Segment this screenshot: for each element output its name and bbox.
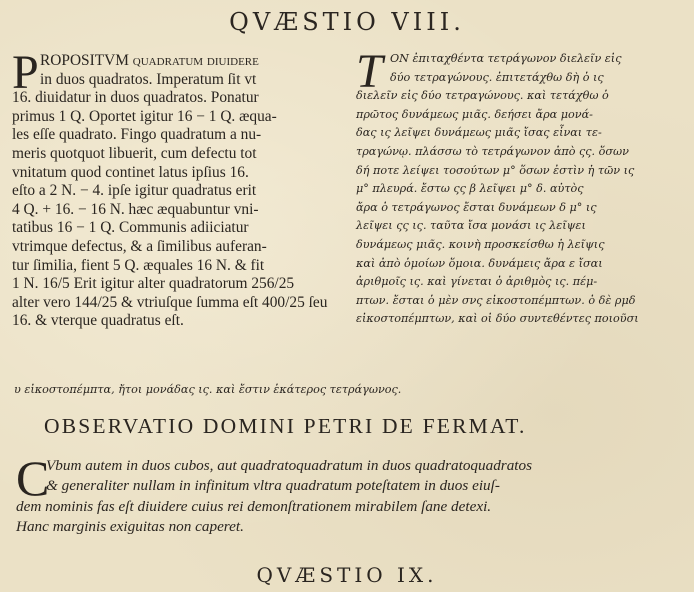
greek-line: πτων. ἔσται ὁ μὲν σνς εἰκοστοπέμπτων. ὁ δὲ ρμδ (356, 293, 636, 307)
latin-line: vtrimque defectus, & a ſimilibus auferan- (12, 237, 267, 255)
latin-column (12, 46, 342, 331)
latin-line: tur ſimilia, fient 5 Q. æquales 16 N. & fit (12, 256, 265, 274)
observatio-title: OBSERVATIO DOMINI PETRI DE FERMAT. (44, 414, 527, 438)
latin-line: alter vero 144/25 & vtriuſque ſumma eſt 400/25 ſeu (12, 293, 328, 311)
latin-line: eſto a 2 N. − 4. ipſe igitur quadratus erit (12, 182, 257, 200)
greek-line: δύο τετραγώνους. ἐπιτετάχθω δὴ ὁ ις (390, 70, 604, 84)
greek-line: διελεῖν εἰς δύο τετραγώνους. καὶ τετάχθω ὁ (356, 89, 609, 103)
greek-column (356, 45, 686, 329)
greek-line: ἄρα ὁ τετράγωνος ἔσται δυνάμεων δ μ° ις (356, 200, 597, 214)
drop-cap-c: C (16, 450, 50, 506)
greek-line: τραγώνῳ. πλάσσω τὸ τετράγωνον ἀπὸ ςς. ὅσων (356, 144, 629, 158)
question-heading-viii: QVÆSTIO VIII. (229, 8, 465, 36)
latin-line: primus 1 Q. Oportet igitur 16 − 1 Q. æqua- (12, 107, 277, 125)
latin-line: vnitatum quod continet latus ipſius 16. (12, 163, 249, 181)
note-line: Hanc marginis exiguitas non caperet. (16, 518, 244, 536)
latin-line: 4 Q. + 16. − 16 N. hæc æquabuntur vni- (12, 200, 259, 218)
latin-line: 16. diuidatur in duos quadratos. Ponatur (12, 89, 259, 107)
drop-cap-p: P (12, 46, 39, 99)
greek-line: δας ις λεῖψει δυνάμεως μιᾶς ἴσας εἶναι τε- (356, 126, 602, 140)
greek-closing-line: υ εἰκοστοπέμπτα, ἤτοι μονάδας ις. καὶ ἔστιν ἑκάτερος τετράγωνος. (14, 383, 402, 396)
note-line: dem nominis fas eſt diuidere cuius rei demonſtrationem mirabilem ſane detexi. (16, 497, 492, 515)
note-line: & generaliter nullam in infinitum vltra quadratum poteſtatem in duos eiuſ- (46, 477, 500, 495)
latin-line: tatibus 16 − 1 Q. Communis adiiciatur (12, 219, 249, 237)
fermat-note (16, 450, 686, 538)
greek-line: εἰκοστοπέμπτων, καὶ οἱ δύο συντεθέντες ποιοῦσι (356, 312, 639, 326)
latin-line: in duos quadratos. Imperatum ſit vt (40, 70, 257, 88)
latin-line: ROPOSITVM quadratum diuidere (40, 52, 259, 69)
note-line: Vbum autem in duos cubos, aut quadratoquadratum in duos quadratoquadratos (46, 457, 533, 474)
greek-line: δή ποτε λείψει τοσούτων μ° ὅσων ἐστὶν ἡ τῶν ις (356, 163, 635, 177)
greek-line: δυνάμεως μιᾶς. κοινὴ προσκείσθω ἡ λεῖψις (356, 237, 605, 251)
latin-line: meris quotquot libuerit, cum defectu tot (12, 144, 257, 162)
greek-line: καὶ ἀπὸ ὁμοίων ὅμοια. δυνάμεις ἄρα ε ἴσαι (356, 256, 603, 270)
latin-line: 16. & vterque quadratus eſt. (12, 312, 184, 330)
latin-line: 1 N. 16/5 Erit igitur alter quadratorum 256/25 (12, 275, 295, 293)
greek-line: πρῶτος δυνάμεως μιᾶς. δεήσει ἄρα μονά- (356, 107, 593, 121)
greek-line: ON ἐπιταχθέντα τετράγωνον διελεῖν εἰς (390, 52, 622, 65)
drop-cap-t: T (356, 45, 383, 98)
greek-line: λεῖψει ςς ις. ταῦτα ἴσα μονάσι ις λεῖψει (356, 219, 586, 233)
question-heading-ix: QVÆSTIO IX. (256, 563, 438, 587)
greek-line: μ° πλευρά. ἔστω ςς β λεῖψει μ° δ. αὐτὸς (356, 182, 584, 196)
greek-line: ἀριθμοῖς ις. καὶ γίνεται ὁ ἀριθμὸς ις. πέμ- (356, 275, 598, 289)
latin-line: les eſſe quadrato. Fingo quadratum a nu- (12, 126, 262, 144)
